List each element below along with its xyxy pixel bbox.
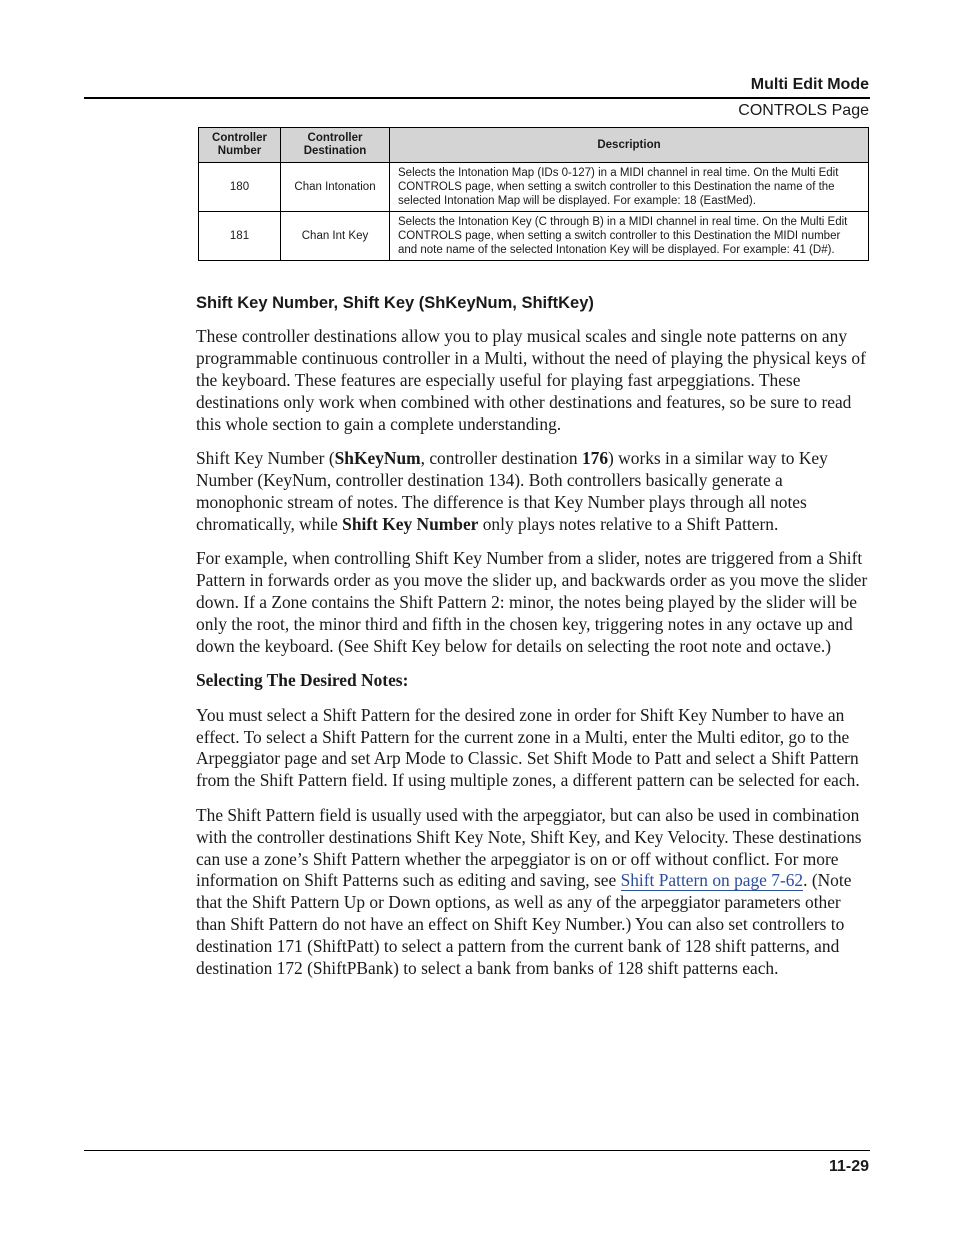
paragraph-example: For example, when controlling Shift Key Number from a slider, notes are triggered from a Shift Pattern in forwards order as you move the slider up, and backwards order as you move the slider down. If a Zone contains the Shift Pattern 2: minor, the notes being played by the slider will be only the root, the minor third and fifth in the chosen key, triggering notes in any octave up and down the keyboard. (See Shift Key below for details on selecting the root note and octave.) [196,548,868,656]
body-text [196,326,870,992]
cell-description: Selects the Intonation Key (C through B) in a MIDI channel in real time. On the Multi Edit CONTROLS page, when setting a switch controller to this Destination the MIDI number and note name of the selected Intonation Key will be displayed. For example: 41 (D#). [390,212,869,261]
paragraph-intro: These controller destinations allow you to play musical scales and single note patterns on any programmable continuous controller in a Multi, without the need of playing the physical keys of the keyboard. These features are especially useful for playing fast arpeggiations. These destinations only work when combined with other destinations and features, so be sure to read this whole section to gain a complete understanding. [196,326,866,434]
cell-destination: Chan Intonation [281,163,390,212]
table-header-row [199,128,869,163]
header-subtitle: CONTROLS Page [738,102,869,119]
shift-pattern-link[interactable]: Shift Pattern on page 7-62 [620,870,804,891]
paragraph-shkeynum: Shift Key Number (ShKeyNum, controller destination 176) works in a similar way to Key Number (KeyNum, controller destination 134). Both controllers basically generate a monophonic stream of notes. The difference is that Key Number plays through all notes chromatically, while Shift Key Number only plays notes relative to a Shift Pattern. [196,448,828,534]
section-heading: Shift Key Number, Shift Key (ShKeyNum, ShiftKey) [196,294,594,312]
page-number: 11-29 [828,1158,869,1175]
header-rule [84,97,870,99]
table-row [199,163,869,212]
header-title: Multi Edit Mode [750,76,869,93]
footer-rule [84,1150,870,1151]
cell-number: 180 [199,163,281,212]
cell-number: 181 [199,212,281,261]
controller-table [198,127,869,261]
col-header-number: Controller Number [199,128,281,163]
cell-description: Selects the Intonation Map (IDs 0-127) in a MIDI channel in real time. On the Multi Edit CONTROLS page, when setting a switch controller to this Destination the name of the selected Intonation Map will be displayed. For example: 18 (EastMed). [390,163,869,212]
table-row [199,212,869,261]
col-header-description: Description [390,128,869,163]
col-header-destination: Controller Destination [281,128,390,163]
subheading: Selecting The Desired Notes: [196,670,409,691]
paragraph-shift-pattern: The Shift Pattern field is usually used with the arpeggiator, but can also be used in combination with the controller destinations Shift Key Note, Shift Key, and Key Velocity. These destinations can use a zone’s Shift Pattern whether the arpeggiator is on or off without conflict. For more information on Shift Patterns such as editing and saving, see Shift Pattern on page 7-62. (Note that the Shift Pattern Up or Down options, as well as any of the arpeggiator parameters other than Shift Pattern do not have an effect on Shift Key Number.) You can also set controllers to destination 171 (ShiftPatt) to select a pattern from the current bank of 128 shift patterns, and destination 172 (ShiftPBank) to select a bank from banks of 128 shift patterns each. [196,804,862,979]
cell-destination: Chan Int Key [281,212,390,261]
paragraph-selecting: You must select a Shift Pattern for the desired zone in order for Shift Key Number to have an effect. To select a Shift Pattern for the current zone in a Multi, enter the Multi editor, go to the Arpeggiator page and set Arp Mode to Classic. Set Shift Mode to Patt and select a Shift Pattern from the Shift Pattern field. If using multiple zones, a different pattern can be selected for each. [196,704,860,791]
